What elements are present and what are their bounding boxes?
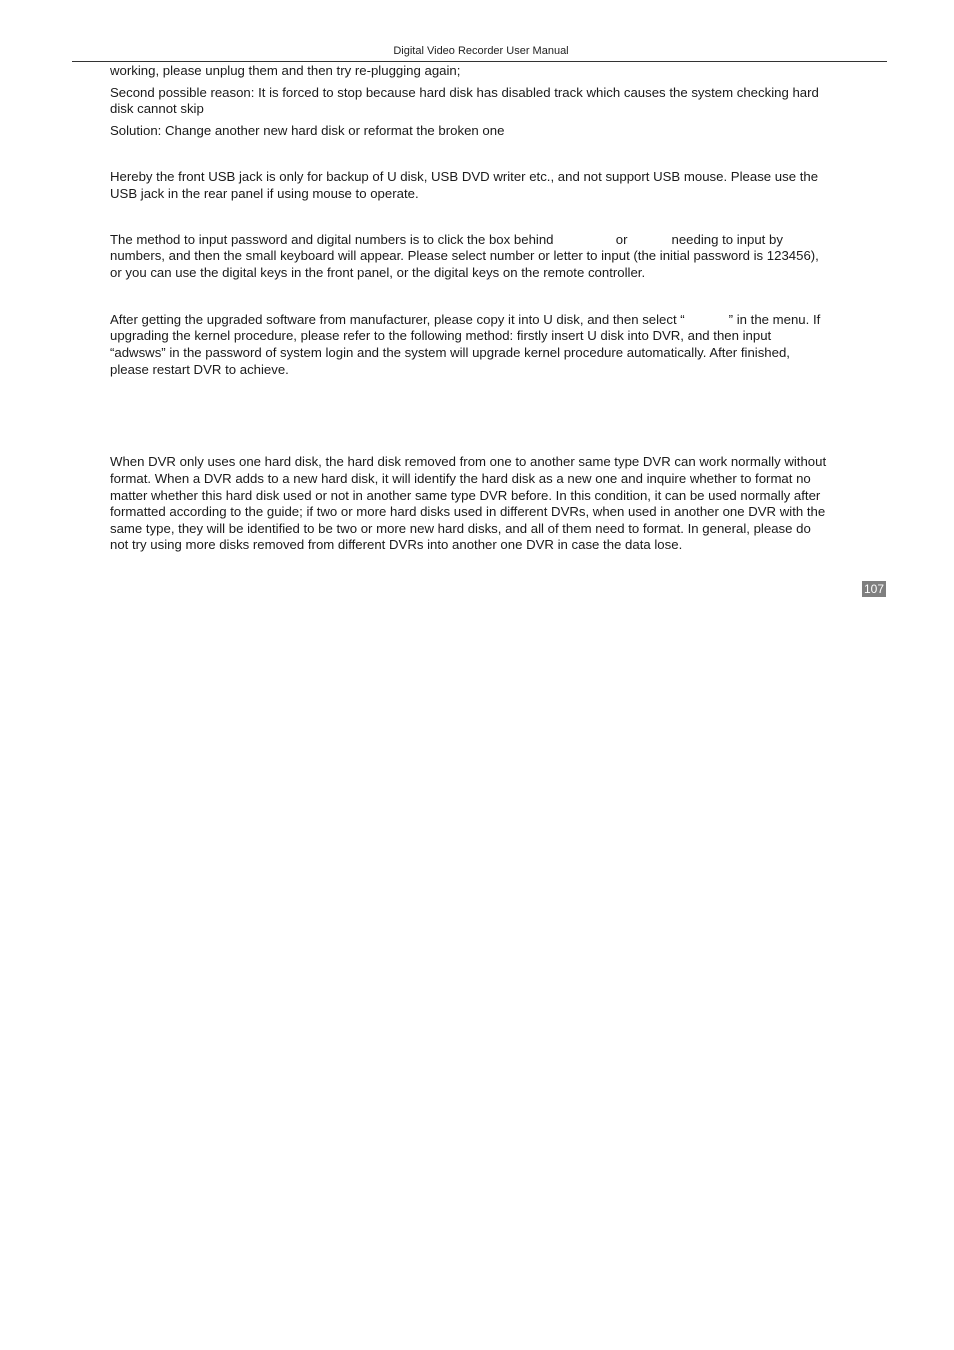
text-line: USB jack in the rear panel if using mouse to operate. xyxy=(110,186,419,201)
header-divider xyxy=(72,61,887,62)
text-line: After getting the upgraded software from manufacturer, please copy it into U disk, and then select “ ” in the menu. If xyxy=(110,312,821,327)
text-line: same type, they will be identified to be two or more new hard disks, and all of them need to format. In general, please do xyxy=(110,521,811,536)
text-line: format. When a DVR adds to a new hard disk, it will identify the hard disk as a new one and inquire whether to format no xyxy=(110,471,811,486)
text-line: please restart DVR to achieve. xyxy=(110,362,289,377)
text-line: not try using more disks removed from different DVRs into another one DVR in case the data lose. xyxy=(110,537,683,552)
page-number: 107 xyxy=(863,582,885,596)
text-line: disk cannot skip xyxy=(110,101,204,116)
text-line: Hereby the front USB jack is only for backup of U disk, USB DVD writer etc., and not support USB mouse. Please use the xyxy=(110,169,819,184)
text-line: matter whether this hard disk used or not in another same type DVR before. In this condition, it can be used normally after xyxy=(110,488,821,503)
text-line: “adwsws” in the password of system login and the system will upgrade kernel procedure automatically. After finished, xyxy=(110,345,790,360)
text-line: formatted according to the guide; if two or more hard disks used in different DVRs, when used in another one DVR with the xyxy=(110,504,826,519)
text-line: When DVR only uses one hard disk, the hard disk removed from one to another same type DVR can work normally without xyxy=(110,454,827,469)
text-line: or you can use the digital keys in the front panel, or the digital keys on the remote controller. xyxy=(110,265,646,280)
text-line: Solution: Change another new hard disk or reformat the broken one xyxy=(110,123,505,138)
text-line: Second possible reason: It is forced to stop because hard disk has disabled track which causes the system checking hard xyxy=(110,85,819,100)
text-line: numbers, and then the small keyboard will appear. Please select number or letter to input (the initial password is 123456), xyxy=(110,248,819,263)
text-line: upgrading the kernel procedure, please refer to the following method: firstly insert U disk into DVR, and then input xyxy=(110,328,772,343)
text-line: working, please unplug them and then try re-plugging again; xyxy=(110,63,461,78)
page-header-title: Digital Video Recorder User Manual xyxy=(393,45,569,57)
text-line: The method to input password and digital numbers is to click the box behind or needing to input by xyxy=(110,232,783,247)
